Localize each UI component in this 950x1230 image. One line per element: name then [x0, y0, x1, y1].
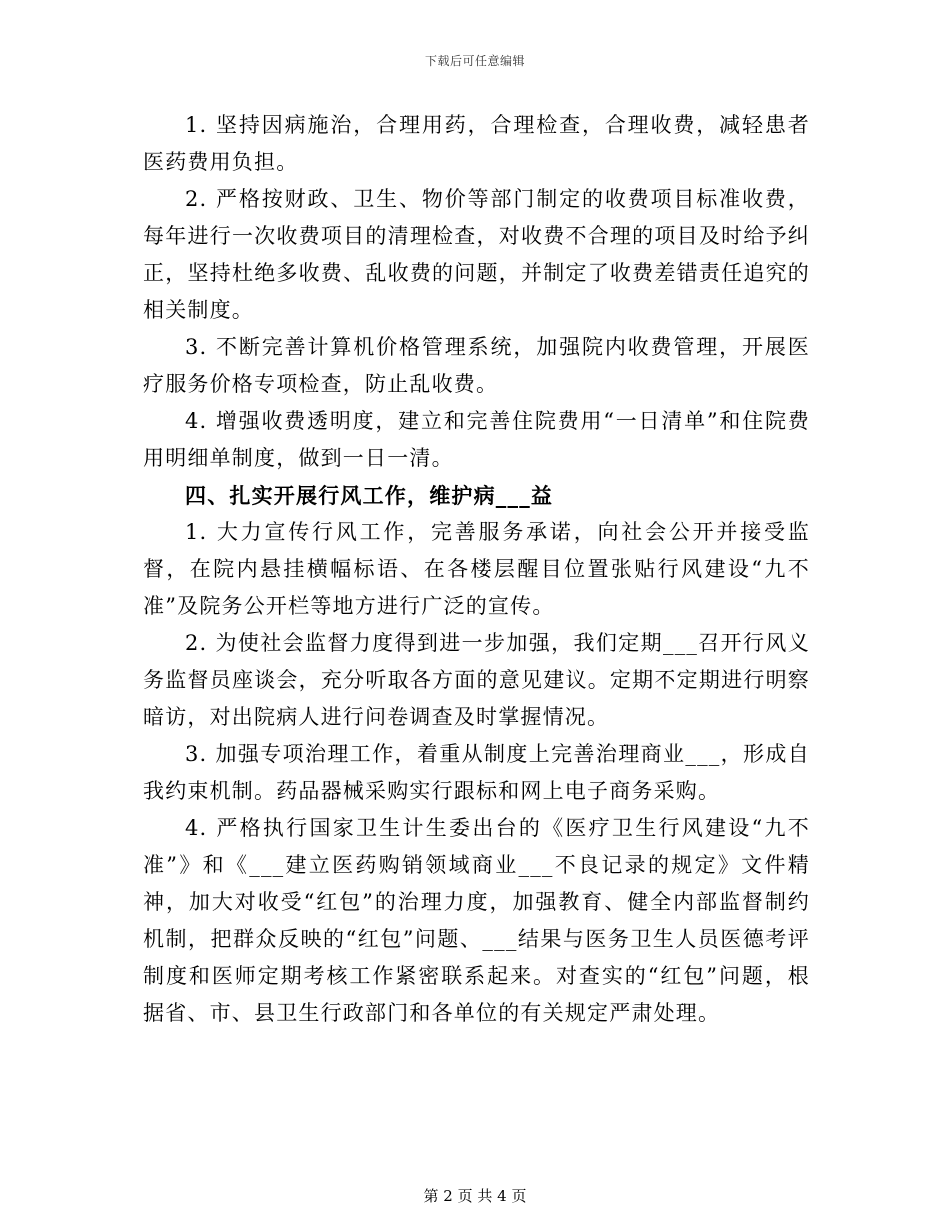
paragraph-6: 2. 为使社会监督力度得到进一步加强，我们定期___召开行风义务监督员座谈会，充分听取各方面的意见建议。定期不定期进行明察暗访，对出院病人进行问卷调查及时掌握情况。 — [143, 631, 810, 729]
section-heading: 四、扎实开展行风工作，维护病___益 — [185, 483, 554, 508]
document-body — [143, 107, 810, 1032]
paragraph-5: 1. 大力宣传行风工作，完善服务承诺，向社会公开并接受监督，在院内悬挂横幅标语、在各楼层醒目位置张贴行风建设“九不准”及院务公开栏等地方进行广泛的宣传。 — [143, 520, 810, 618]
page-header: 下载后可任意编辑 — [424, 54, 525, 68]
paragraph-7: 3. 加强专项治理工作，着重从制度上完善治理商业___，形成自我约束机制。药品器械采购实行跟标和网上电子商务采购。 — [143, 742, 810, 803]
paragraph-1: 1. 坚持因病施治，合理用药，合理检查，合理收费，减轻患者医药费用负担。 — [143, 113, 810, 174]
page-number-footer: 第 2 页 共 4 页 — [423, 1187, 527, 1205]
paragraph-2: 2. 严格按财政、卫生、物价等部门制定的收费项目标准收费，每年进行一次收费项目的清理检查，对收费不合理的项目及时给予纠正，坚持杜绝多收费、乱收费的问题，并制定了收费差错责任追究的相关制度。 — [143, 187, 810, 322]
paragraph-4: 4. 增强收费透明度，建立和完善住院费用“一日清单”和住院费用明细单制度，做到一日一清。 — [143, 409, 810, 470]
paragraph-3: 3. 不断完善计算机价格管理系统，加强院内收费管理，开展医疗服务价格专项检查，防止乱收费。 — [143, 335, 810, 396]
paragraph-8: 4. 严格执行国家卫生计生委出台的《医疗卫生行风建设“九不准”》和《___建立医药购销领域商业___不良记录的规定》文件精神，加大对收受“红包”的治理力度，加强教育、健全内部监督制约机制，把群众反映的“红包”问题、___结果与医务卫生人员医德考评制度和医师定期考核工作紧密联系起来。对查实的“红包”问题，根据省、市、县卫生行政部门和各单位的有关规定严肃处理。 — [143, 816, 810, 1025]
